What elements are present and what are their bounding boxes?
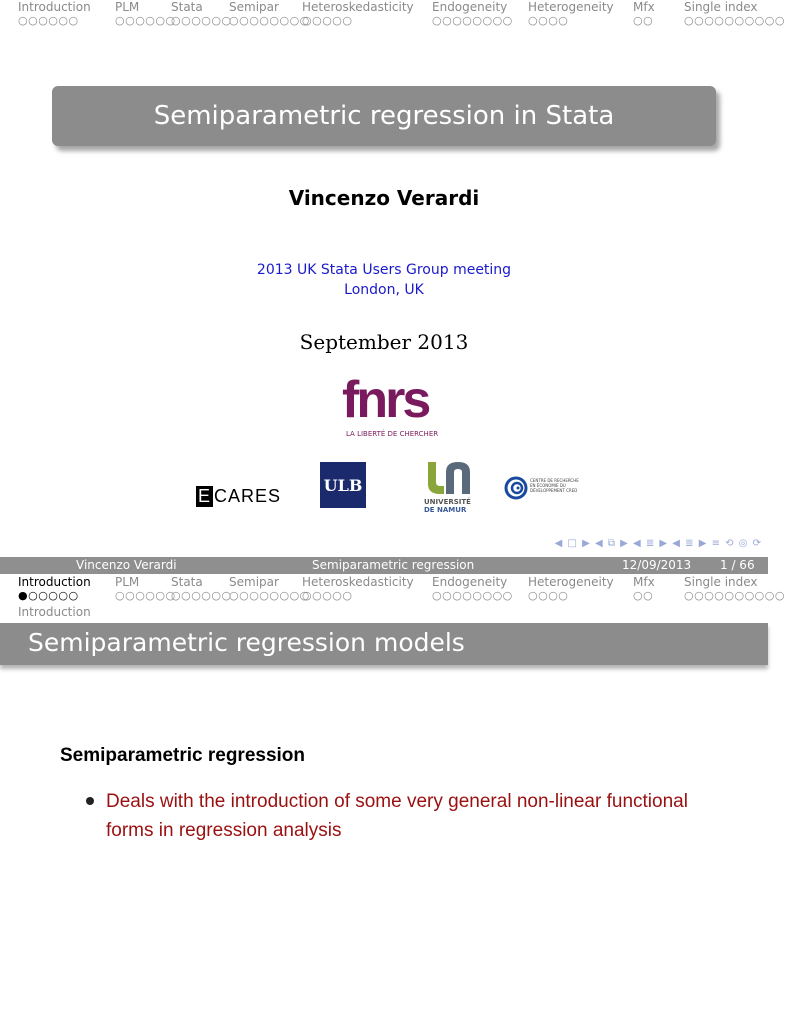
nav-section-heteroskedasticity[interactable]: Heteroskedasticity ○○○○○	[302, 575, 414, 602]
nav-section-introduction[interactable]: Introduction ○○○○○○	[18, 0, 91, 27]
nav-section-endogeneity[interactable]: Endogeneity ○○○○○○○○	[432, 0, 513, 27]
nav-section-semipar[interactable]: Semipar ○○○○○○○○	[229, 0, 310, 27]
presentation-date: September 2013	[299, 330, 469, 354]
ecares-logo-e: E	[198, 485, 212, 506]
institute	[0, 260, 768, 300]
footer-title: Semiparametric regression	[312, 558, 475, 572]
ulb-logo: ULB	[320, 462, 366, 508]
nav-section-heterogeneity[interactable]: Heterogeneity ○○○○	[528, 575, 614, 602]
institute-location: London, UK	[344, 282, 424, 298]
nav-section-plm[interactable]: PLM ○○○○○○	[115, 575, 176, 602]
namur-text-line2: DE NAMUR	[424, 506, 467, 514]
beamer-navigation-controls[interactable]: ◀ □ ▶ ◀ ⧉ ▶ ◀ ≣ ▶ ◀ ≣ ▶ ≡ ⟲ ◎ ⟳	[554, 538, 762, 549]
cred-logo	[504, 476, 580, 504]
nav-section-stata[interactable]: Stata ○○○○○○	[171, 575, 232, 602]
cred-spiral-icon	[504, 476, 528, 500]
namur-text-line1: UNIVERSITÉ	[424, 498, 471, 506]
nav-section-single-index[interactable]: Single index ○○○○○○○○○○	[684, 0, 785, 27]
frame-title-text: Semiparametric regression models	[28, 628, 465, 657]
ecares-logo	[196, 486, 281, 506]
cred-text: CENTRE DE RECHERCHE EN ÉCONOMIE DU DÉVELOPPEMENT CRED	[530, 478, 579, 493]
nav-section-mfx[interactable]: Mfx ○○	[633, 575, 655, 602]
nav-section-heterogeneity[interactable]: Heterogeneity ○○○○	[528, 0, 614, 27]
nav-section-semipar[interactable]: Semipar ○○○○○○○○	[229, 575, 310, 602]
nav-section-plm[interactable]: PLM ○○○○○○	[115, 0, 176, 27]
frame-title	[0, 623, 768, 665]
institute-event: 2013 UK Stata Users Group meeting	[256, 262, 512, 278]
fnrs-tagline: LA LIBERTÉ DE CHERCHER	[346, 430, 439, 438]
nav-section-mfx[interactable]: Mfx ○○	[633, 0, 655, 27]
namur-logo	[420, 460, 478, 516]
section-navigation-second	[0, 575, 785, 619]
section-navigation-top	[0, 0, 785, 34]
fnrs-logo	[338, 371, 439, 442]
footer-date: 12/09/2013	[622, 558, 692, 572]
bullet-dot-icon	[86, 797, 94, 805]
bullet-text: Deals with the introduction of some very general non-linear functional forms in regression analysis	[106, 791, 688, 841]
namur-emblem-icon	[420, 460, 472, 496]
slide-footer	[0, 557, 768, 574]
fnrs-logo-text: fnrs	[342, 371, 429, 429]
ecares-logo-text: CARES	[214, 485, 282, 506]
nav-section-stata[interactable]: Stata ○○○○○○	[171, 0, 232, 27]
block-title: Semiparametric regression	[60, 745, 306, 766]
nav-section-introduction[interactable]: Introduction ●○○○○○	[18, 575, 91, 602]
presentation-title: Semiparametric regression in Stata	[52, 86, 716, 146]
nav-section-single-index[interactable]: Single index ○○○○○○○○○○	[684, 575, 785, 602]
nav-section-endogeneity[interactable]: Endogeneity ○○○○○○○○	[432, 575, 513, 602]
footer-page-number: 1 / 66	[720, 558, 755, 572]
nav-subsection: Introduction	[18, 605, 91, 619]
bullet-item	[86, 787, 706, 845]
nav-section-heteroskedasticity[interactable]: Heteroskedasticity ○○○○○	[302, 0, 414, 27]
author-name: Vincenzo Verardi	[288, 186, 480, 210]
footer-author: Vincenzo Verardi	[76, 558, 177, 572]
